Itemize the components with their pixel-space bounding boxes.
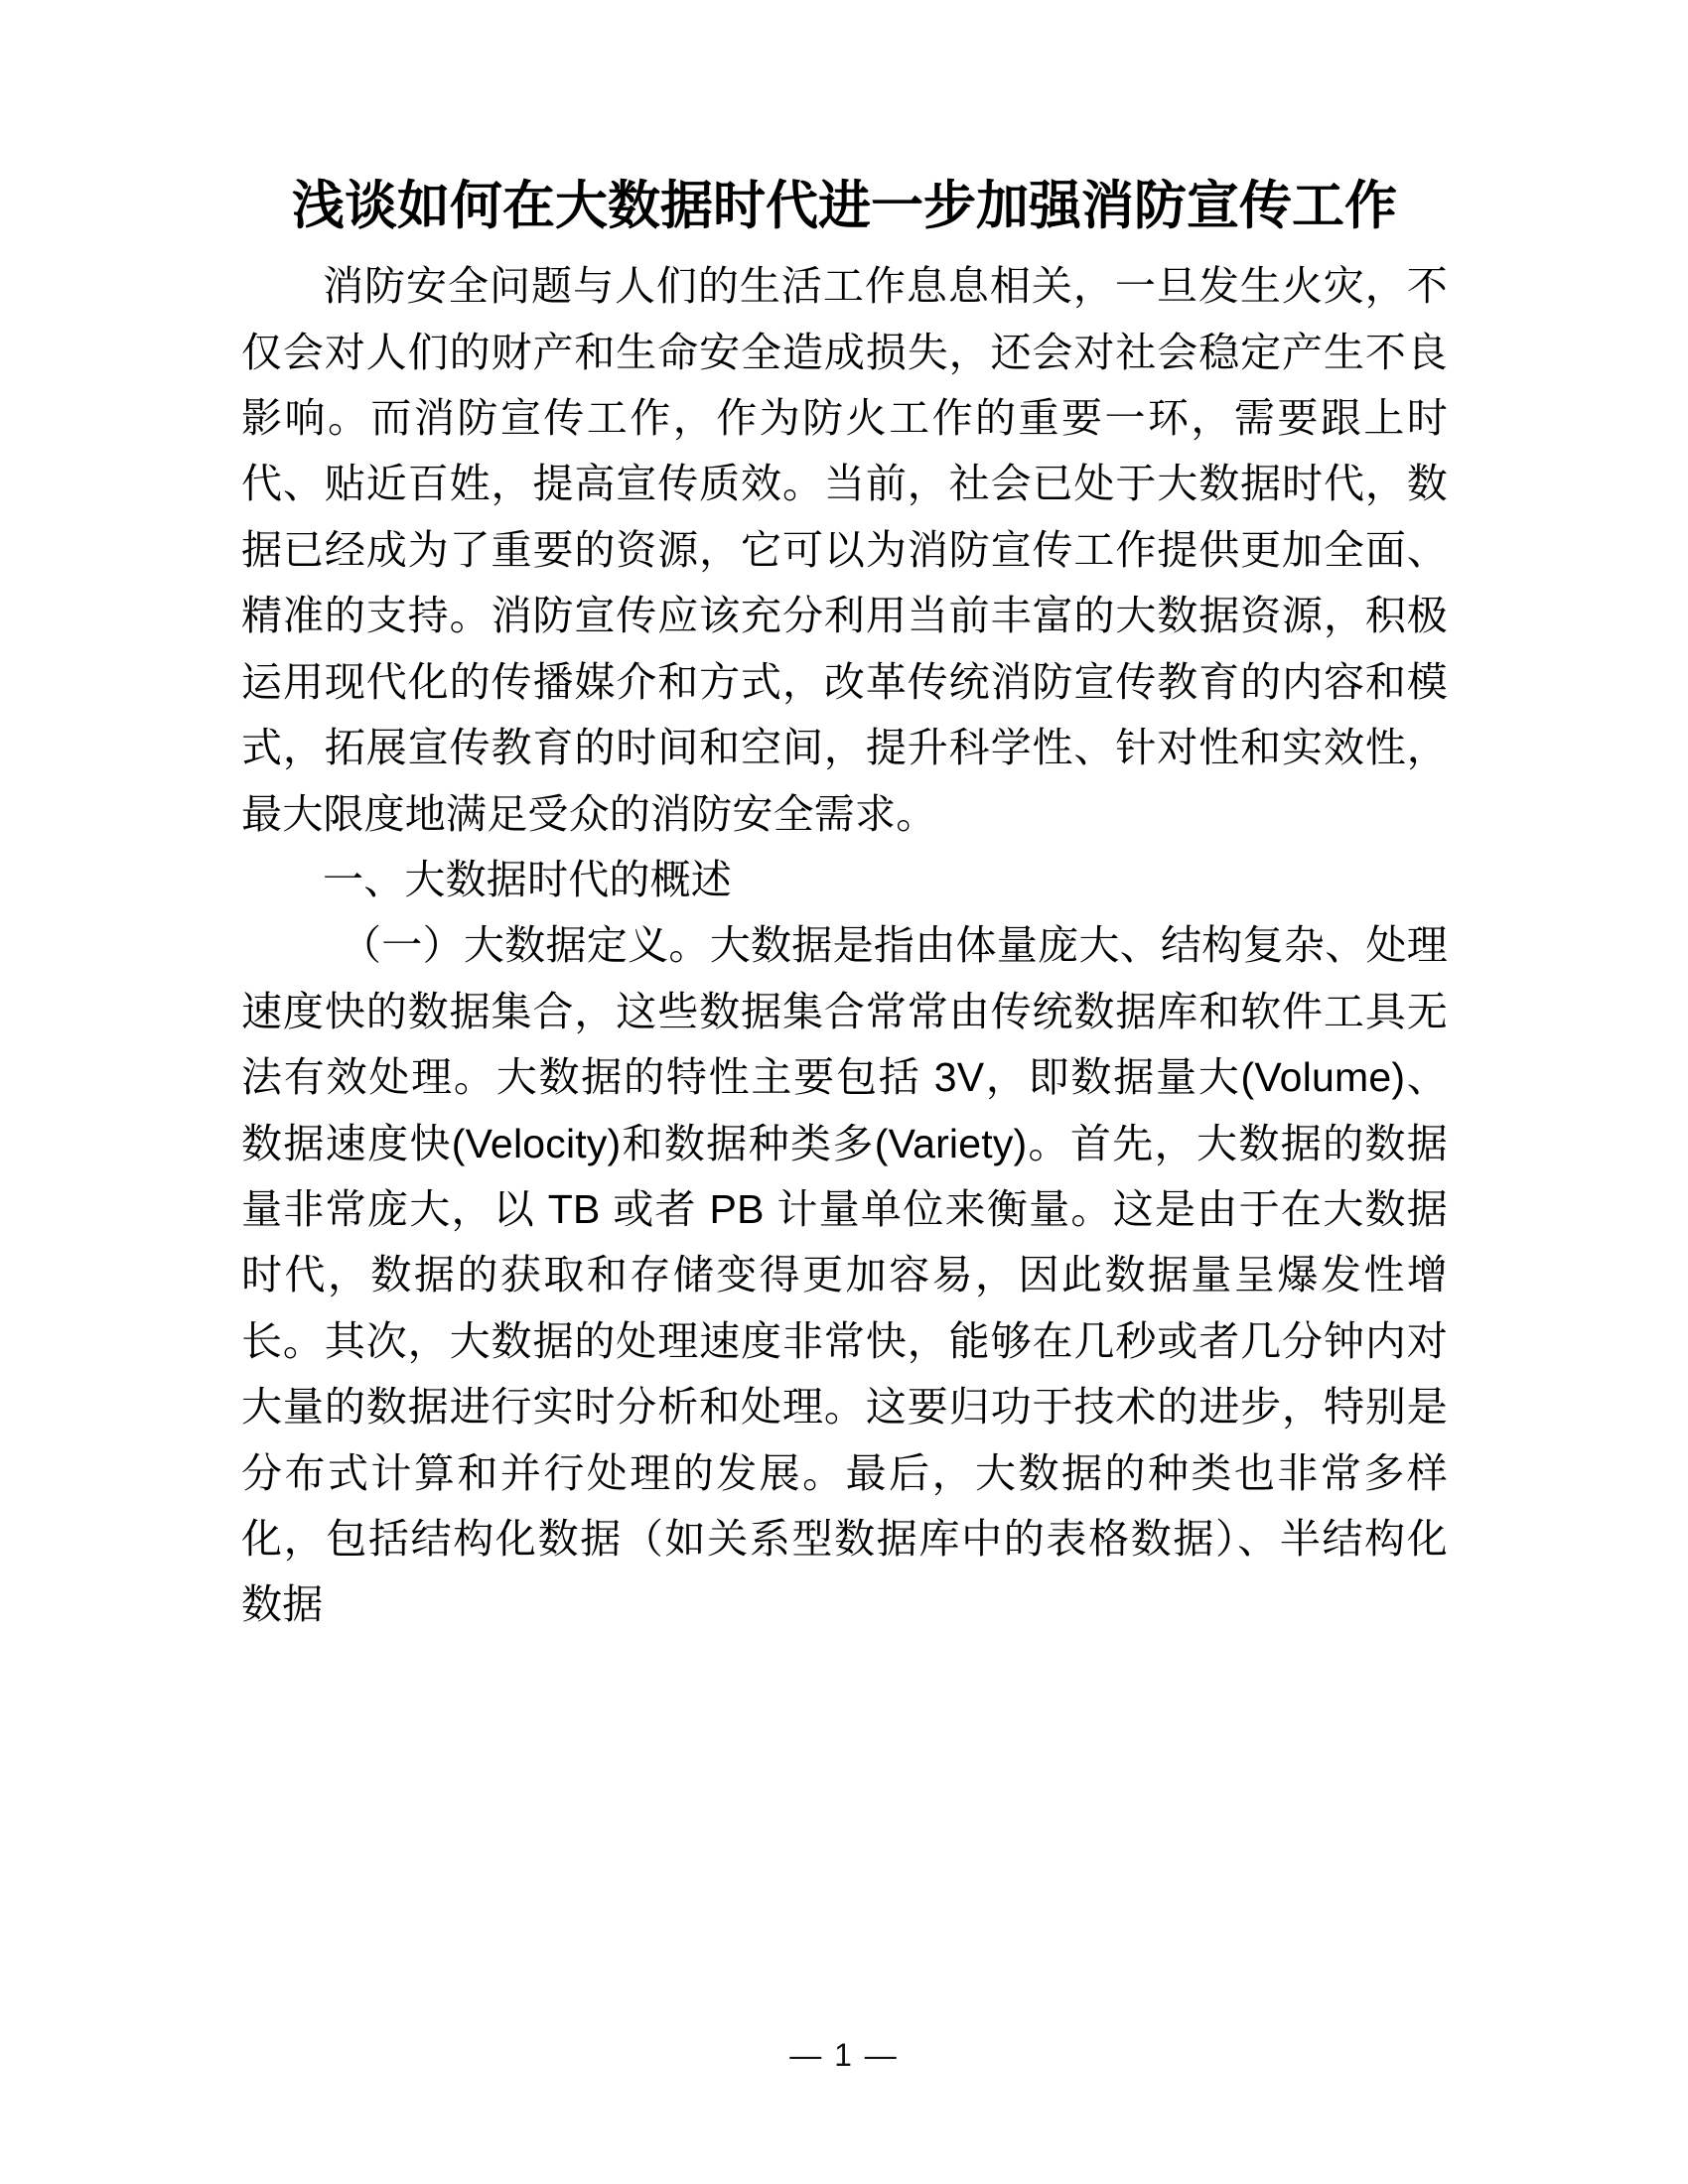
heading-section-one: 一、大数据时代的概述 [323,856,732,902]
paragraph-abstract: 消防安全问题与人们的生活工作息息相关，一旦发生火灾，不仅会对人们的财产和生命安全造成损失，还会对社会稳定产生不良影响。而消防宣传工作，作为防火工作的重要一环，需要跟上时代、贴近百姓，提高宣传质效。当前，社会已处于大数据时代，数据已经成为了重要的资源，它可以为消防宣传工作提供更加全面、精准的支持。消防宣传应该充分利用当前丰富的大数据资源，积极运用现代化的传播媒介和方式，改革传统消防宣传教育的内容和模式，拓展宣传教育的时间和空间，提升科学性、针对性和实效性，最大限度地满足受众的消防安全需求。 [241,263,1448,837]
page-number-footer: — 1 — [789,2037,899,2073]
page-title: 浅谈如何在大数据时代进一步加强消防宣传工作 [292,177,1397,235]
paragraph-subsection-one-one: （一）大数据定义。大数据是指由体量庞大、结构复杂、处理速度快的数据集合，这些数据集合常常由传统数据库和软件工具无法有效处理。大数据的特性主要包括 3V，即数据量大(Volume)、数据速度快(Velocity)和数据种类多(Variety)。首先，大数据的数据量非常庞大，以 TB 或者 PB 计量单位来衡量。这是由于在大数据时代，数据的获取和存储变得更加容易，因此数据量呈爆发性增长。其次，大数据的处理速度非常快，能够在几秒或者几分钟内对大量的数据进行实时分析和处理。这要归功于技术的进步，特别是分布式计算和并行处理的发展。最后，大数据的种类也非常多样化，包括结构化数据（如关系型数据库中的表格数据）、半结构化数据 [241,922,1448,1628]
page-content [241,174,1448,1638]
